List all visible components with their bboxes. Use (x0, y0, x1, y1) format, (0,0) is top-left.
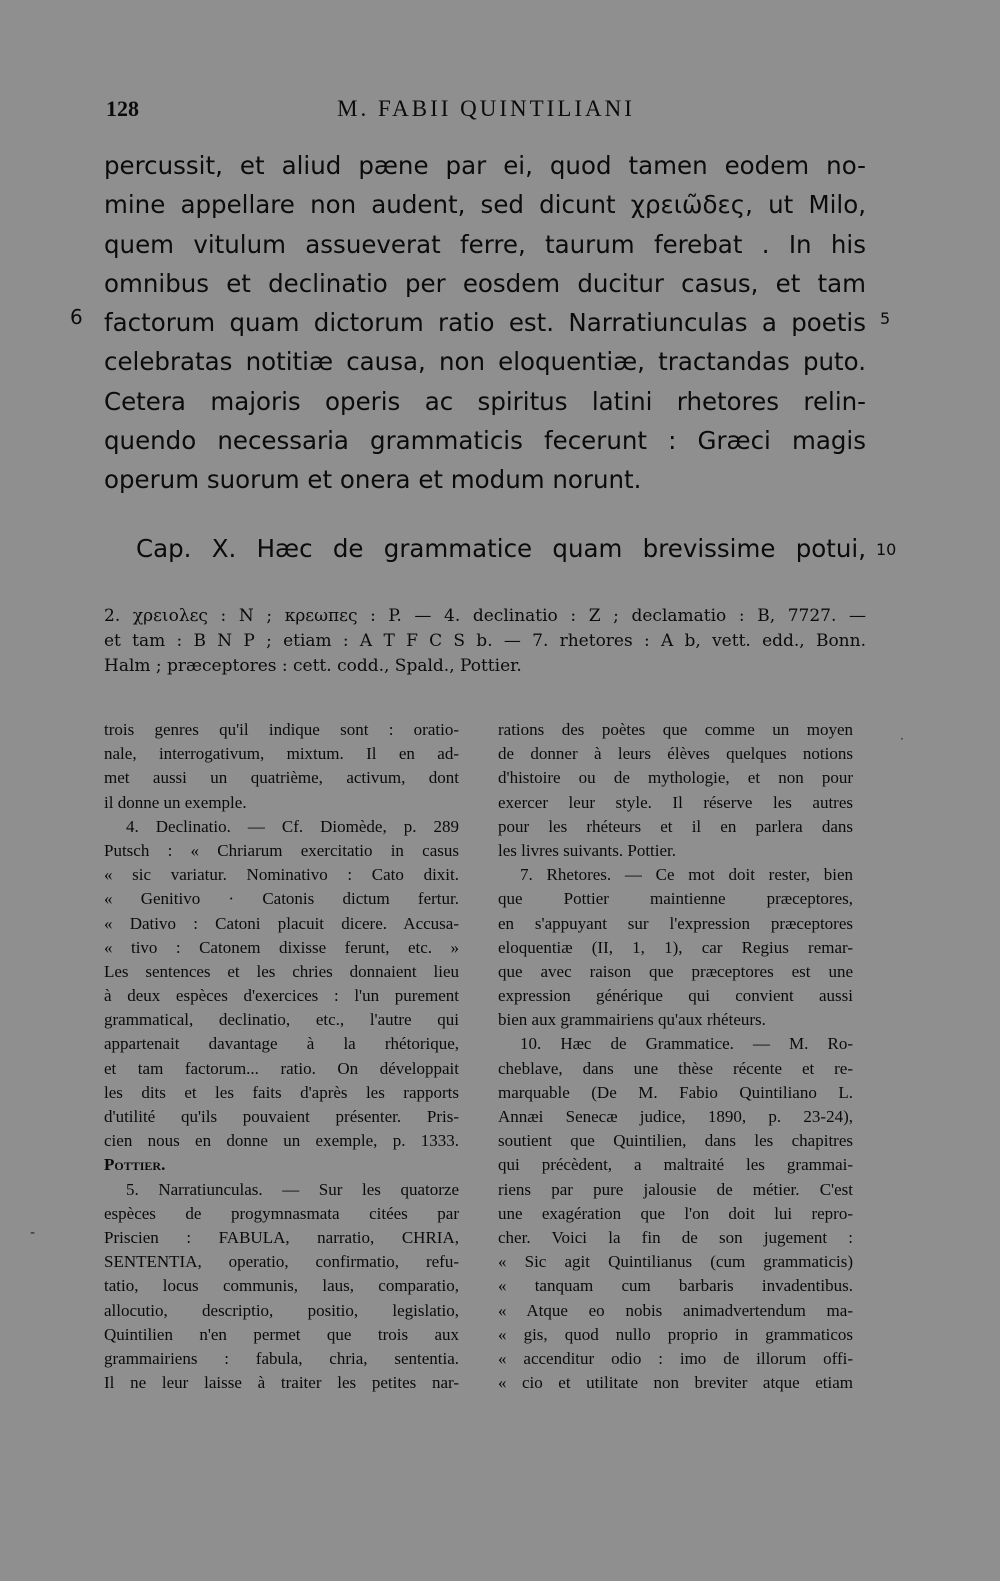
note-line: les livres suivants. Pottier. (498, 840, 677, 860)
notes-right-column (498, 718, 853, 1395)
note-line: grammairiens : fabula, chria, sententia. (104, 1348, 459, 1368)
note-line: « Atque eo nobis animadvertendum ma- (498, 1300, 853, 1320)
note-line: trois genres qu'il indique sont : oratio- (104, 720, 459, 739)
chapter-heading-line: Cap. X. Hæc de grammatice quam brevissime potui, (136, 534, 866, 563)
margin-number-5: 5 (880, 309, 891, 328)
note-line: allocutio, descriptio, positio, legislatio, (104, 1300, 459, 1320)
main-line: percussit, et aliud pæne par ei, quod tamen eodem no- (104, 151, 866, 180)
note-line: les dits et les faits d'après les rapports (104, 1082, 459, 1102)
main-line: quendo necessaria grammaticis fecerunt : Græci magis (104, 426, 866, 456)
note-line: Il ne leur laisse à traiter les petites nar- (104, 1373, 459, 1393)
main-line: Cetera majoris operis ac spiritus latini rhetores relin- (104, 386, 866, 416)
note-line: espèces de progymnasmata citées par (104, 1203, 459, 1223)
apparatus-line: 2. χρειολες : N ; κρεωπες : P. — 4. declinatio : Z ; declamatio : B, 7727. — (104, 606, 866, 626)
main-latin-text (104, 146, 866, 500)
note-line: 10. Hæc de Grammatice. — M. Ro- (520, 1034, 853, 1054)
note-line: cien nous en donne un exemple, p. 1333. (104, 1131, 459, 1151)
main-line: omnibus et declinatio per eosdem ducitur casus, et tam (104, 268, 866, 298)
apparatus-line: et tam : B N P ; etiam : A T F C S b. — 7. rhetores : A b, vett. edd., Bonn. (104, 631, 866, 651)
note-line: que Pottier maintienne præceptores, (498, 889, 853, 909)
note-line: que avec raison que præceptores est une (498, 961, 853, 981)
note-line: marquable (De M. Fabio Quintiliano L. (498, 1082, 853, 1102)
note-line: Annæi Senecæ judice, 1890, p. 23-24), (498, 1107, 853, 1126)
main-line: operum suorum et onera et modum norunt. (104, 465, 642, 495)
note-line: « tanquam cum barbaris invadentibus. (498, 1276, 853, 1296)
note-line: « gis, quod nullo proprio in grammaticos (498, 1324, 853, 1344)
note-line: « Dativo : Catoni placuit dicere. Accusa- (104, 913, 459, 933)
note-line: Pottier. (104, 1155, 166, 1175)
margin-speck: · (900, 732, 904, 746)
margin-speck: - (30, 1225, 36, 1241)
note-line: bien aux grammairiens qu'aux rhéteurs. (498, 1010, 766, 1030)
note-line: et tam factorum... ratio. On développait (104, 1058, 459, 1078)
note-line: d'utilité qu'ils pouvaient présenter. Pris- (104, 1107, 459, 1126)
note-line: d'histoire ou de mythologie, et non pour (498, 768, 853, 788)
note-line: « cio et utilitate non breviter atque etiam (498, 1373, 853, 1393)
note-line: de donner à leurs élèves quelques notions (498, 744, 853, 764)
note-line: à deux espèces d'exercices : l'un purement (104, 986, 459, 1006)
note-line: SENTENTIA, operatio, confirmatio, refu- (104, 1252, 459, 1272)
note-line: « sic variatur. Nominativo : Cato dixit. (104, 865, 459, 885)
main-line: factorum quam dictorum ratio est. Narratiunculas a poetis (104, 308, 866, 338)
note-line: « Sic agit Quintilianus (cum grammaticis) (498, 1252, 853, 1272)
note-line: Putsch : « Chriarum exercitatio in casus (104, 840, 459, 860)
note-line: appartenait davantage à la rhétorique, (104, 1034, 459, 1054)
note-line: tatio, locus communis, laus, comparatio, (104, 1276, 459, 1296)
note-line: Priscien : FABULA, narratio, CHRIA, (104, 1227, 459, 1247)
note-line: Quintilien n'en permet que trois aux (104, 1324, 459, 1344)
note-line: « tivo : Catonem dixisse ferunt, etc. » (104, 937, 459, 957)
running-title: M. FABII QUINTILIANI (337, 96, 635, 121)
note-line: Les sentences et les chries donnaient lieu (104, 961, 459, 981)
note-line: grammatical, declinatio, etc., l'autre qui (104, 1010, 459, 1030)
note-line: 7. Rhetores. — Ce mot doit rester, bien (520, 865, 853, 885)
note-line: soutient que Quintilien, dans les chapitres (498, 1131, 853, 1151)
note-line: « accenditur odio : imo de illorum offi- (498, 1348, 853, 1368)
note-line: riens par pure jalousie de métier. C'est (498, 1179, 853, 1199)
note-line: « Genitivo · Catonis dictum fertur. (104, 889, 459, 909)
note-line: 4. Declinatio. — Cf. Diomède, p. 289 (126, 816, 459, 836)
margin-number-6: 6 (70, 305, 83, 329)
note-line: cher. Voici la fin de son jugement : (498, 1227, 853, 1247)
note-line: rations des poètes que comme un moyen (498, 720, 853, 739)
note-line: expression générique qui convient aussi (498, 986, 853, 1006)
main-line: quem vitulum assueverat ferre, taurum ferebat . In his (104, 229, 866, 259)
note-line: 5. Narratiunculas. — Sur les quatorze (126, 1179, 459, 1199)
running-head (106, 96, 866, 126)
note-line: met aussi un quatrième, activum, dont (104, 768, 459, 788)
apparatus-line: Halm ; præceptores : cett. codd., Spald., Pottier. (104, 656, 522, 676)
note-line: nale, interrogativum, mixtum. Il en ad- (104, 744, 459, 764)
margin-number-10: 10 (876, 540, 897, 559)
main-line: celebratas notitiæ causa, non eloquentiæ, tractandas puto. (104, 347, 866, 377)
critical-apparatus (104, 604, 866, 679)
note-line: une exagération que l'on doit lui repro- (498, 1203, 853, 1223)
note-line: eloquentiæ (II, 1, 1), car Regius remar- (498, 937, 853, 957)
note-line: il donne un exemple. (104, 792, 247, 812)
notes-left-column (104, 718, 459, 1395)
note-line: qui précèdent, a maltraité les grammai- (498, 1155, 853, 1175)
note-line: pour les rhéteurs et il en parlera dans (498, 816, 853, 836)
main-line: mine appellare non audent, sed dicunt χρειῶδες, ut Milo, (104, 190, 866, 220)
page-number: 128 (106, 96, 139, 121)
note-line: cheblave, dans une thèse récente et re- (498, 1058, 853, 1078)
note-line: en s'appuyant sur l'expression præceptores (498, 913, 853, 933)
note-line: exercer leur style. Il réserve les autres (498, 792, 853, 812)
